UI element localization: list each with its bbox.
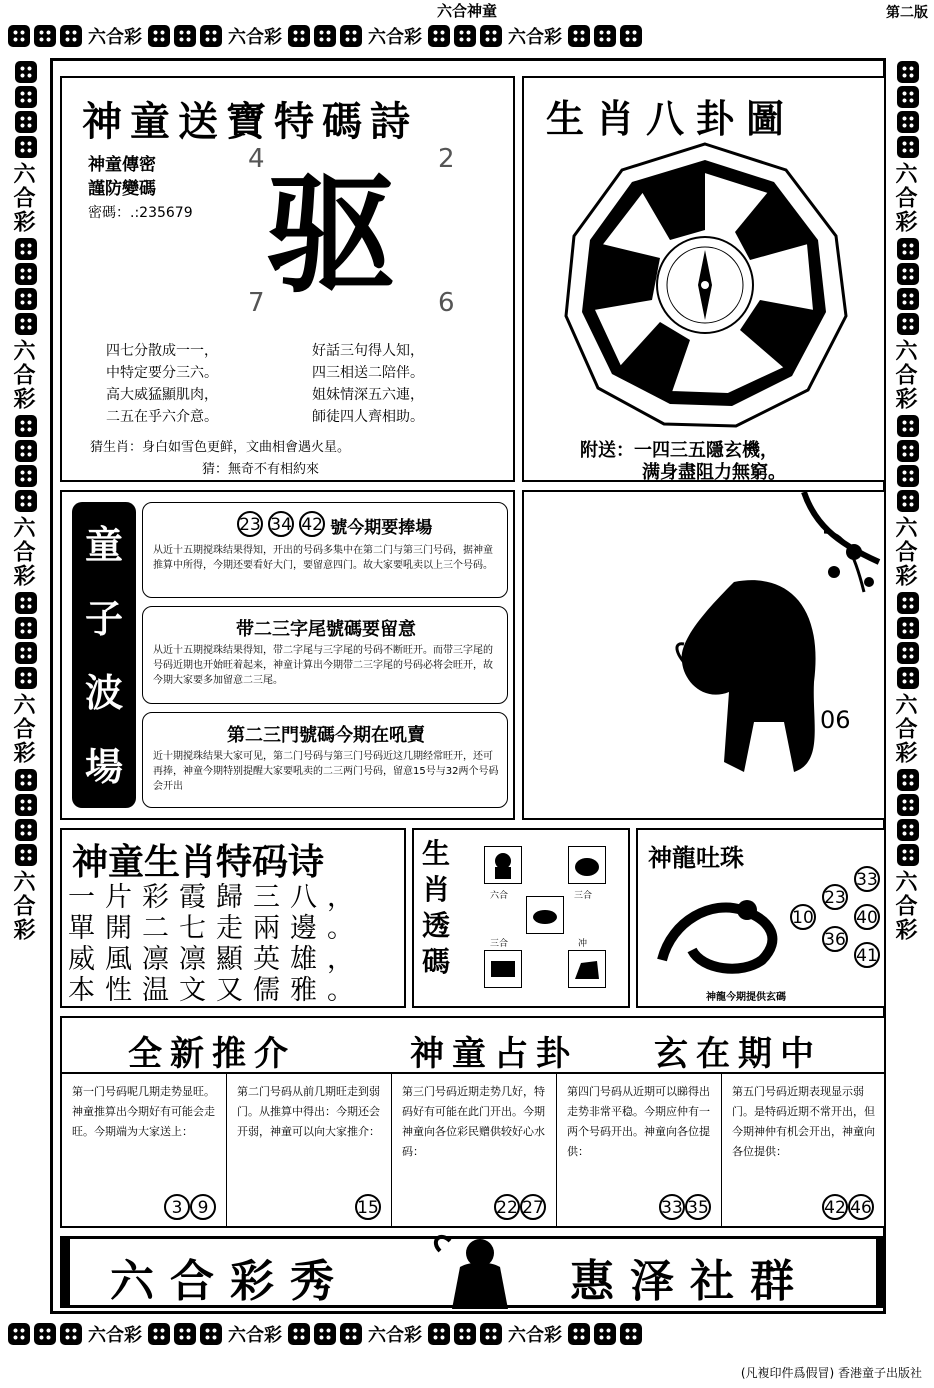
border-brand-label: 六合彩	[892, 693, 918, 765]
poem-right-line: 四三相送二陪伴。	[312, 365, 424, 381]
dice-icon	[594, 1323, 616, 1345]
dice-icon	[60, 25, 82, 47]
border-brand-label: 六合彩	[10, 339, 36, 411]
dice-icon	[428, 1323, 450, 1345]
door-2	[227, 1074, 392, 1228]
dice-icon	[454, 1323, 476, 1345]
poem-left-line: 中特定要分三六。	[106, 365, 218, 381]
border-brand-label: 六合彩	[892, 870, 918, 942]
bottom-border-strip	[6, 1320, 928, 1350]
zodiac-poem-title: 神童生肖特码诗	[72, 841, 325, 883]
item1-heading	[237, 511, 432, 538]
dice-icon	[148, 25, 170, 47]
zodiac-poem-panel	[60, 828, 406, 1008]
dice-icon	[897, 86, 919, 108]
door-row	[62, 1072, 884, 1226]
label-bl: 三合	[490, 939, 509, 949]
item3-text: 近十期搅珠结果大家可见，第二门号码与第三门号码近这几期经常旺开，还可再捧，神童今期特别提醒大家要吼卖的二三两门号码，留意15号与32两个号码会开出	[153, 751, 499, 792]
dragon-ball: 41	[854, 942, 880, 968]
wave-item-2	[142, 606, 508, 704]
dice-icon	[148, 1323, 170, 1345]
dice-icon	[34, 25, 56, 47]
ox-image	[674, 572, 834, 782]
number-ball: 46	[848, 1194, 874, 1220]
number-ball: 35	[685, 1194, 711, 1220]
mascot-image	[430, 1231, 530, 1311]
dragon-title: 神龍吐珠	[648, 843, 744, 872]
dragon-icon	[484, 950, 522, 988]
item3-title: 第二三門號碼今期在吼賣	[227, 725, 425, 746]
password-text: 密碼：.:235679	[88, 205, 193, 221]
door-text: 第五门号码近期表现显示弱门。是特码近期不常开出，但今期神仲有机会开出，神童向各位提供：	[732, 1085, 875, 1158]
dice-icon	[897, 61, 919, 83]
poem-panel	[60, 76, 515, 482]
poem-right-line: 好話三句得人知，	[312, 343, 424, 359]
dragon-ball: 36	[822, 926, 848, 952]
poem-panel-title: 神童送寶特碼詩	[82, 98, 418, 145]
dice-icon	[15, 238, 37, 260]
border-brand-label: 六合彩	[368, 27, 422, 48]
dice-icon	[288, 1323, 310, 1345]
note-line-1: 神童傳密	[88, 155, 156, 175]
door-1	[62, 1074, 227, 1228]
door-numbers	[494, 1194, 546, 1220]
page-header-title: 六合神童	[436, 2, 497, 20]
right-border-strip	[890, 58, 926, 1314]
zodiac-poem-line: 本性温文又儒雅。	[68, 975, 364, 1006]
corner-number-tr: 2	[438, 144, 455, 174]
dice-icon	[428, 25, 450, 47]
dice-icon	[15, 642, 37, 664]
dice-icon	[200, 25, 222, 47]
dice-icon	[60, 1323, 82, 1345]
number-ball: 3	[164, 1194, 190, 1220]
border-brand-label: 六合彩	[228, 27, 282, 48]
dice-icon	[897, 440, 919, 462]
border-brand-label: 六合彩	[892, 339, 918, 411]
big-riddle-char: 驱	[266, 159, 397, 311]
dice-icon	[897, 592, 919, 614]
wave-item-3	[142, 712, 508, 808]
banner-right-text: 惠泽社群	[570, 1256, 810, 1307]
dice-icon	[200, 1323, 222, 1345]
poem-left-line: 高大威猛顯肌肉，	[106, 387, 218, 403]
poem-left-line: 二五在乎六介意。	[106, 409, 218, 425]
dice-icon	[620, 1323, 642, 1345]
border-brand-label: 六合彩	[10, 870, 36, 942]
dice-icon	[480, 25, 502, 47]
dice-icon	[15, 288, 37, 310]
bagua-note-line-1: 附送：一四三五隱玄機，	[580, 440, 778, 461]
side-title-char: 子	[84, 596, 123, 641]
transit-title-char: 碼	[422, 945, 451, 978]
door-numbers	[659, 1194, 711, 1220]
poem-left-line: 四七分散成一一，	[106, 343, 218, 359]
bagua-panel	[522, 76, 886, 482]
dice-icon	[897, 617, 919, 639]
zodiac-poem-line: 一片彩霞歸三八，	[68, 882, 364, 913]
dice-icon	[15, 440, 37, 462]
corner-number-bl: 7	[248, 288, 265, 318]
left-border-strip	[8, 58, 44, 1314]
corner-number-br: 6	[438, 288, 455, 318]
top-border-strip	[6, 22, 928, 52]
poem-right-line: 師徒四人齊相助。	[312, 409, 424, 425]
transit-title-char: 透	[422, 909, 451, 942]
border-brand-label: 六合彩	[892, 516, 918, 588]
number-ball: 22	[494, 1194, 520, 1220]
dice-icon	[897, 263, 919, 285]
dice-icon	[897, 667, 919, 689]
bagua-title: 生肖八卦圖	[546, 96, 797, 141]
banner-left-text: 六合彩秀	[110, 1256, 350, 1307]
dice-icon	[897, 136, 919, 158]
transit-title	[422, 836, 456, 980]
label-tr: 三合	[574, 891, 593, 901]
side-title-char: 場	[84, 744, 123, 789]
dice-icon	[8, 25, 30, 47]
dice-icon	[340, 25, 362, 47]
edition-label: 第二版	[886, 5, 928, 21]
zodiac-poem-line: 單開二七走兩邊。	[68, 913, 364, 944]
door-text: 第三门号码近期走势几好，特码好有可能在此门开出。今期神童向各位彩民赠供较好心水码：	[402, 1085, 545, 1158]
dice-icon	[897, 111, 919, 133]
number-ball: 9	[190, 1194, 216, 1220]
dice-icon	[897, 769, 919, 791]
dice-icon	[15, 465, 37, 487]
rat-icon	[526, 896, 564, 934]
dice-icon	[897, 313, 919, 335]
dice-icon	[174, 25, 196, 47]
footer-text: (凡複印件爲假冒) 香港童子出版社	[740, 1366, 922, 1380]
dice-icon	[314, 1323, 336, 1345]
dice-icon	[314, 25, 336, 47]
dice-icon	[480, 1323, 502, 1345]
zodiac-transit-panel	[412, 828, 630, 1008]
dice-icon	[15, 617, 37, 639]
door-numbers	[822, 1194, 874, 1220]
dice-icon	[288, 25, 310, 47]
border-brand-label: 六合彩	[10, 516, 36, 588]
item1-text: 从近十五期搅珠结果得知，开出的号码多集中在第二门与第三门号码，据神童推算中所得，今期还要看好大门，要留意四门。故大家要吼卖以上三个号码。	[153, 545, 493, 571]
dice-icon	[15, 769, 37, 791]
ox-number: 06	[820, 706, 851, 734]
door-5	[722, 1074, 884, 1228]
dice-icon	[15, 667, 37, 689]
dice-icon	[897, 415, 919, 437]
recommend-heading-3: 玄在期中	[654, 1034, 822, 1074]
dragon-ball: 33	[854, 866, 880, 892]
dice-icon	[897, 288, 919, 310]
number-ball: 27	[520, 1194, 546, 1220]
horse-icon	[568, 950, 606, 988]
transit-title-char: 生	[422, 837, 451, 870]
recommend-heading-1: 全新推介	[128, 1034, 296, 1074]
door-numbers	[164, 1194, 216, 1220]
dice-icon	[15, 61, 37, 83]
dice-icon	[15, 111, 37, 133]
side-title-char: 童	[84, 522, 123, 567]
dice-icon	[454, 25, 476, 47]
dice-icon	[897, 794, 919, 816]
number-ball: 15	[355, 1194, 381, 1220]
number-ball: 23	[237, 511, 263, 537]
wave-side-title	[72, 502, 136, 808]
guess-text: 猜：無奇不有相約來	[202, 462, 320, 477]
door-text: 第一门号码呢几期走势显旺。神童推算出今期好有可能会走旺。今期端为大家送上：	[72, 1085, 215, 1138]
dice-icon	[15, 313, 37, 335]
border-brand-label: 六合彩	[10, 162, 36, 234]
label-tl: 六合	[490, 891, 509, 901]
wave-item-1	[142, 502, 508, 598]
door-3	[392, 1074, 557, 1228]
border-brand-label: 六合彩	[88, 27, 142, 48]
bagua-note-line-2: 满身盡阻力無窮。	[642, 462, 786, 483]
dice-icon	[15, 490, 37, 512]
dice-icon	[897, 490, 919, 512]
ox-panel	[522, 490, 886, 820]
dice-icon	[594, 25, 616, 47]
dice-icon	[568, 1323, 590, 1345]
dice-icon	[897, 465, 919, 487]
door-text: 第二门号码从前几期旺走到弱门。从推算中得出：今期还会开弱，神童可以向大家推介：	[237, 1085, 380, 1138]
border-brand-label: 六合彩	[892, 162, 918, 234]
poem-left-lines	[106, 340, 218, 428]
door-4	[557, 1074, 722, 1228]
border-brand-label: 六合彩	[508, 1325, 562, 1346]
note-line-2: 謹防變碼	[88, 179, 156, 199]
zodiac-poem-line: 威風凛凛顯英雄，	[68, 944, 364, 975]
dice-icon	[15, 415, 37, 437]
dice-icon	[897, 844, 919, 866]
border-brand-label: 六合彩	[508, 27, 562, 48]
recommend-panel	[60, 1016, 886, 1228]
bottom-banner	[60, 1236, 886, 1308]
dragon-panel	[636, 828, 886, 1008]
label-br: 冲	[578, 939, 588, 949]
dragon-image	[652, 880, 802, 980]
number-ball: 42	[299, 511, 325, 537]
corner-number-tl: 4	[248, 144, 265, 174]
dragon-caption: 神龍今期提供玄碼	[706, 992, 786, 1003]
item2-text: 从近十五期搅珠结果得知，带二字尾与三字尾的号码不断旺开。而带三字尾的号码近期也开始旺着起来，神童计算出今期带二三字尾的号码必将会旺开，故今期大家要多加留意二三尾。	[153, 645, 493, 686]
dice-icon	[897, 238, 919, 260]
item2-title: 带二三字尾號碼要留意	[236, 619, 416, 640]
poem-right-lines	[312, 340, 424, 428]
rooster-icon	[568, 846, 606, 884]
border-brand-label: 六合彩	[10, 693, 36, 765]
border-brand-label: 六合彩	[368, 1325, 422, 1346]
door-text: 第四门号码从近期可以睇得出走势非常平稳。今期应仲有一两个号码开出。神童向各位提供：	[567, 1085, 710, 1158]
dice-icon	[15, 794, 37, 816]
wave-panel	[60, 490, 515, 820]
dice-icon	[620, 25, 642, 47]
dice-icon	[15, 263, 37, 285]
border-brand-label: 六合彩	[228, 1325, 282, 1346]
dice-icon	[568, 25, 590, 47]
number-ball: 33	[659, 1194, 685, 1220]
poem-right-line: 姐妹情深五六連，	[312, 387, 424, 403]
guess-zodiac-text: 猜生肖：身白如雪色更鲜，文曲相會遇火星。	[90, 440, 351, 455]
side-title-char: 波	[84, 670, 123, 715]
dice-icon	[174, 1323, 196, 1345]
dice-icon	[15, 86, 37, 108]
bagua-wheel-image	[560, 140, 850, 430]
transit-title-char: 肖	[422, 873, 451, 906]
border-brand-label: 六合彩	[88, 1325, 142, 1346]
dragon-ball: 40	[854, 904, 880, 930]
dice-icon	[897, 819, 919, 841]
dice-icon	[34, 1323, 56, 1345]
dice-icon	[8, 1323, 30, 1345]
monkey-icon	[484, 846, 522, 884]
item1-title: 號今期要捧場	[330, 518, 433, 538]
number-ball: 34	[268, 511, 294, 537]
recommend-heading-2: 神童占卦	[410, 1034, 578, 1074]
zodiac-poem-lines	[68, 882, 364, 1006]
dice-icon	[15, 819, 37, 841]
door-numbers	[355, 1194, 381, 1220]
dragon-ball: 10	[790, 904, 816, 930]
dice-icon	[15, 136, 37, 158]
dice-icon	[340, 1323, 362, 1345]
dragon-ball: 23	[822, 884, 848, 910]
dice-icon	[897, 642, 919, 664]
dice-icon	[15, 592, 37, 614]
number-ball: 42	[822, 1194, 848, 1220]
dice-icon	[15, 844, 37, 866]
